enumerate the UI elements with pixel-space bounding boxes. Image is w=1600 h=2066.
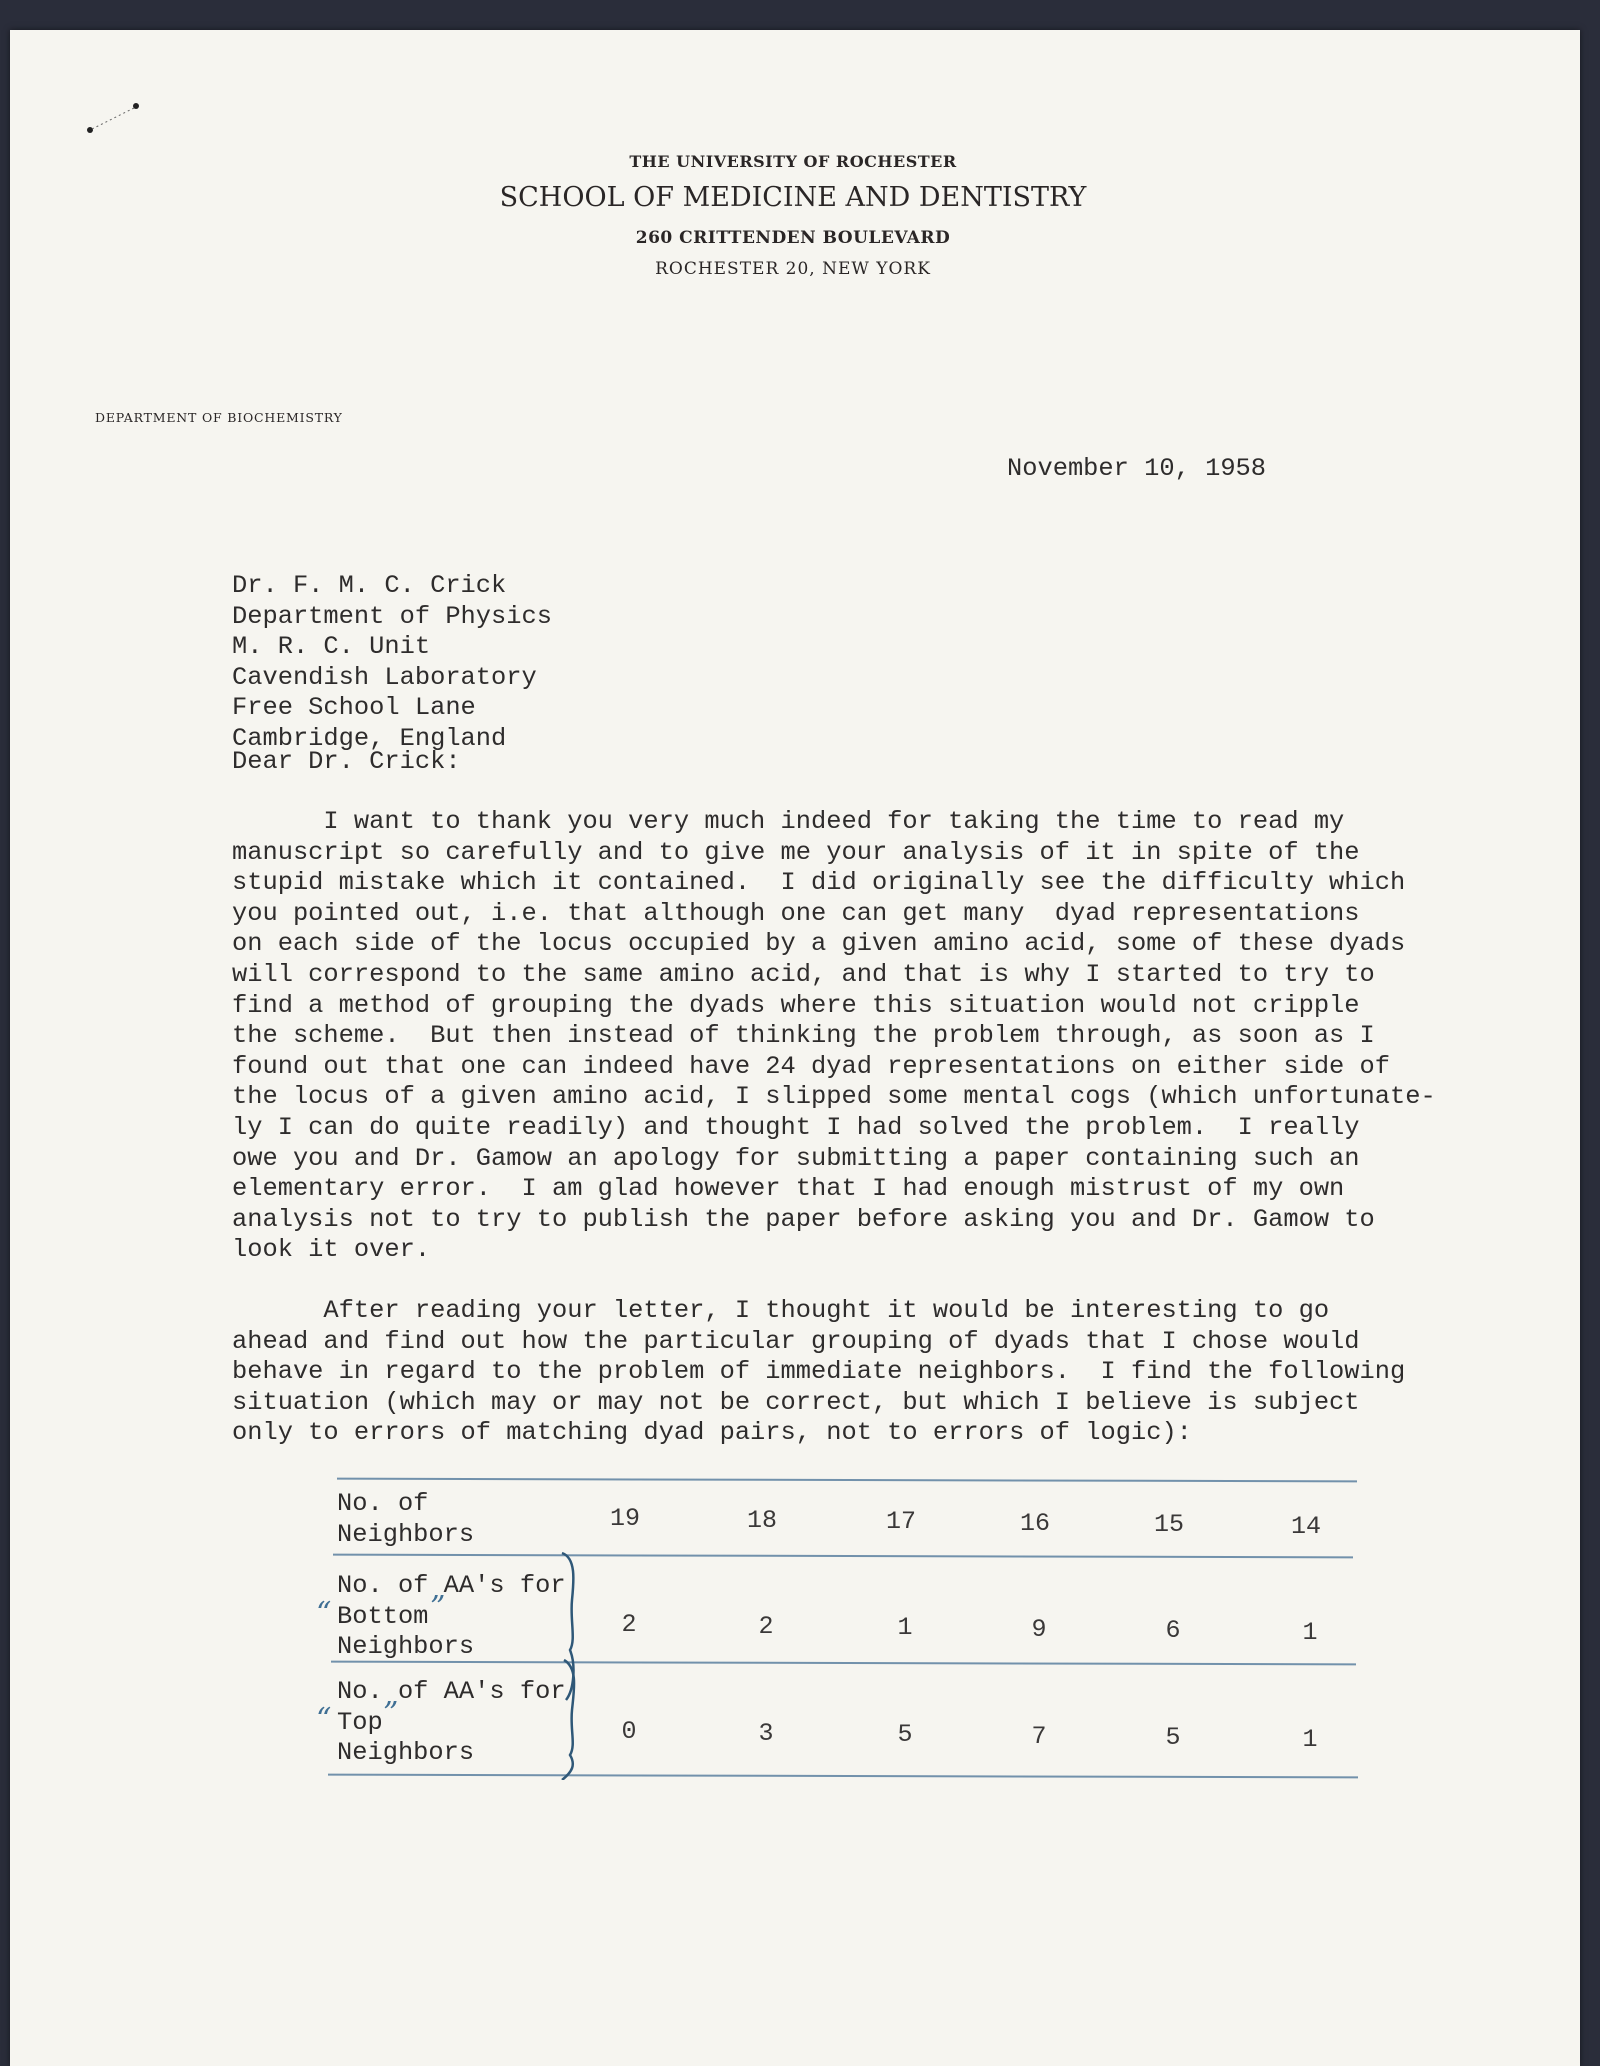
text-line: elementary error. I am glad however that I had enough mistrust of my own bbox=[232, 1174, 1345, 1204]
table-cell: 5 bbox=[1165, 1723, 1181, 1752]
text-line: owe you and Dr. Gamow an apology for submitting a paper containing such an bbox=[232, 1143, 1360, 1173]
text-line: found out that one can indeed have 24 dyad representations on either side of bbox=[232, 1051, 1391, 1081]
column-header: 15 bbox=[1153, 1510, 1185, 1539]
recipient-address bbox=[232, 571, 552, 755]
handwritten-brace-icon bbox=[558, 1550, 588, 1780]
row-label-bottom bbox=[337, 1571, 566, 1663]
handwritten-close-quote: ” bbox=[383, 1696, 399, 1731]
row-label-line: No. of AA's for bbox=[337, 1571, 566, 1600]
paragraph-2 bbox=[232, 1296, 1405, 1449]
text-line: stupid mistake which it contained. I did originally see the difficulty which bbox=[232, 868, 1406, 898]
letterhead-street: 260 CRITTENDEN BOULEVARD bbox=[635, 228, 951, 248]
text-line: Dr. F. M. C. Crick bbox=[232, 571, 507, 600]
handwritten-close-quote: ” bbox=[430, 1590, 446, 1625]
table-cell: 7 bbox=[1031, 1721, 1047, 1751]
text-line: look it over. bbox=[232, 1235, 431, 1265]
text-line: on each side of the locus occupied by a given amino acid, some of these dyads bbox=[232, 929, 1406, 959]
text-line: Cambridge, England bbox=[232, 723, 507, 753]
table-cell: 2 bbox=[758, 1611, 774, 1641]
text-line: will correspond to the same amino acid, and that is why I started to try to bbox=[232, 959, 1375, 989]
row-label-line: Top bbox=[337, 1707, 383, 1737]
text-line: ahead and find out how the particular grouping of dyads that I chose would bbox=[232, 1326, 1360, 1356]
text-line: After reading your letter, I thought it would be interesting to go bbox=[232, 1296, 1330, 1325]
table-cell: 9 bbox=[1031, 1614, 1047, 1644]
column-header: 14 bbox=[1290, 1511, 1322, 1541]
table-rule bbox=[328, 1774, 1358, 1779]
letterhead-school: SCHOOL OF MEDICINE AND DENTISTRY bbox=[499, 182, 1087, 213]
ink-mark bbox=[80, 100, 150, 140]
table-cell: 6 bbox=[1165, 1616, 1181, 1645]
text-line: behave in regard to the problem of immediate neighbors. I find the following bbox=[232, 1357, 1406, 1387]
column-header: 16 bbox=[1019, 1508, 1051, 1538]
text-line: Department of Physics bbox=[232, 601, 552, 631]
table-cell: 1 bbox=[1302, 1724, 1318, 1754]
table-rule bbox=[337, 1478, 1357, 1483]
column-header: 18 bbox=[746, 1505, 778, 1535]
letterhead-city: ROCHESTER 20, NEW YORK bbox=[655, 259, 931, 279]
text-line: I want to thank you very much indeed for taking the time to read my bbox=[232, 807, 1345, 836]
text-line: you pointed out, i.e. that although one can get many dyad representations bbox=[232, 898, 1360, 928]
department-name: DEPARTMENT OF BIOCHEMISTRY bbox=[95, 410, 343, 425]
table-rule bbox=[333, 1554, 1353, 1559]
table-cell: 3 bbox=[758, 1718, 774, 1748]
text-line: the locus of a given amino acid, I slipped some mental cogs (which unfortunate- bbox=[232, 1082, 1436, 1112]
text-line: manuscript so carefully and to give me your analysis of it in spite of the bbox=[232, 837, 1360, 867]
handwritten-open-quote: “ bbox=[316, 1596, 332, 1631]
table-cell: 1 bbox=[1302, 1617, 1318, 1647]
salutation: Dear Dr. Crick: bbox=[232, 747, 461, 776]
row-label-line: No. of AA's for bbox=[337, 1677, 566, 1706]
table-cell: 5 bbox=[897, 1720, 913, 1749]
text-line: Free School Lane bbox=[232, 693, 476, 723]
text-line: analysis not to try to publish the paper before asking you and Dr. Gamow to bbox=[232, 1204, 1375, 1234]
row-label-line: Bottom bbox=[337, 1601, 429, 1631]
letter-page bbox=[10, 30, 1580, 2066]
column-header: 19 bbox=[609, 1504, 641, 1533]
text-line: the scheme. But then instead of thinking the problem through, as soon as I bbox=[232, 1021, 1375, 1051]
header-label-line: Neighbors bbox=[337, 1519, 475, 1549]
header-label bbox=[337, 1489, 474, 1550]
table-cell: 0 bbox=[621, 1717, 637, 1746]
letter-date: November 10, 1958 bbox=[1007, 454, 1267, 483]
text-line: M. R. C. Unit bbox=[232, 632, 431, 662]
column-header: 17 bbox=[885, 1507, 917, 1536]
row-label-line: Neighbors bbox=[337, 1632, 475, 1662]
row-label-line: Neighbors bbox=[337, 1738, 475, 1768]
letterhead-university: THE UNIVERSITY OF ROCHESTER bbox=[629, 152, 957, 171]
row-label-top bbox=[337, 1677, 566, 1769]
text-line: situation (which may or may not be correct, but which I believe is subject bbox=[232, 1387, 1360, 1417]
header-label-line: No. of bbox=[337, 1489, 429, 1518]
text-line: find a method of grouping the dyads where this situation would not cripple bbox=[232, 990, 1360, 1020]
table-cell: 1 bbox=[897, 1613, 913, 1642]
text-line: only to errors of matching dyad pairs, not to errors of logic): bbox=[232, 1418, 1192, 1448]
table-cell: 2 bbox=[621, 1610, 637, 1639]
paragraph-1 bbox=[232, 807, 1436, 1266]
handwritten-open-quote: “ bbox=[316, 1702, 332, 1737]
text-line: ly I can do quite readily) and thought I had solved the problem. I really bbox=[232, 1112, 1360, 1142]
text-line: Cavendish Laboratory bbox=[232, 662, 537, 692]
